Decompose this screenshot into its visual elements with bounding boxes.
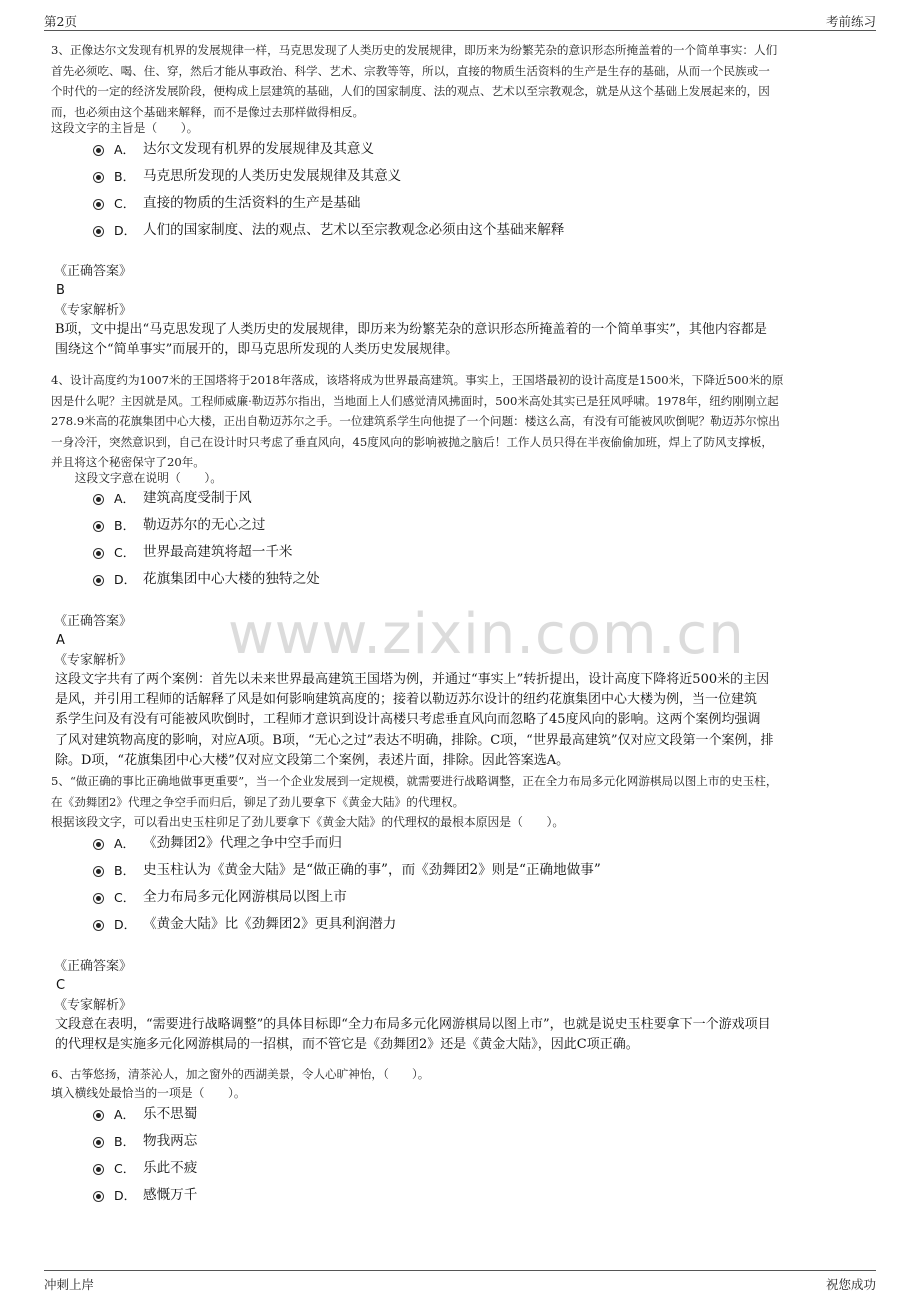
- question-text-line: 6、古筝悠扬，清茶沁人，加之窗外的西湖美景，令人心旷神怡，（ ）。: [51, 1067, 430, 1081]
- option-c[interactable]: C． 乐此不疲: [51, 1155, 869, 1182]
- analysis-line: 围绕这个“简单事实”而展开的，即马克思所发现的人类历史发展规律。: [55, 342, 459, 358]
- question-6: [51, 1064, 869, 1085]
- radio-icon[interactable]: [93, 521, 104, 532]
- question-prompt: 根据该段文字，可以看出史玉柱卯足了劲儿要拿下《黄金大陆》的代理权的最根本原因是（ ）。: [51, 815, 565, 829]
- answer-value: A: [56, 633, 65, 648]
- option-c[interactable]: C． 直接的物质的生活资料的生产是基础: [51, 190, 869, 217]
- radio-icon[interactable]: [93, 575, 104, 586]
- question-text-line: 278.9米高的花旗集团中心大楼，正出自勒迈苏尔之手。一位建筑系学生向他提了一个问题：楼这么高，有没有可能被风吹倒呢？勒迈苏尔惊出: [51, 414, 780, 428]
- question-text-line: 因是什么呢？主因就是风。工程师威廉·勒迈苏尔指出，当地面上人们感觉清风拂面时，500米高处其实已是狂风呼啸。1978年，纽约刚刚立起: [51, 393, 779, 408]
- analysis-line: 文段意在表明，“需要进行战略调整”的具体目标即“全力布局多元化网游棋局以图上市”，也就是说史玉柱要拿下一个游戏项目: [55, 1017, 771, 1032]
- question-5-answer: [51, 957, 869, 1055]
- answer-label: 《正确答案》: [54, 264, 133, 279]
- answer-label: 《正确答案》: [54, 614, 133, 629]
- option-d[interactable]: D． 花旗集团中心大楼的独特之处: [51, 566, 869, 593]
- page-number: 第2页: [44, 14, 77, 29]
- radio-icon[interactable]: [93, 866, 104, 877]
- option-a[interactable]: A． 乐不思蜀: [51, 1101, 869, 1128]
- question-text-line: 5、“做正确的事比正确地做事更重要”，当一个企业发展到一定规模，就需要进行战略调整，正在全力布局多元化网游棋局以图上市的史玉柱，: [51, 774, 778, 788]
- answer-label: 《正确答案》: [54, 959, 133, 974]
- question-3-prompt-block: [51, 119, 869, 137]
- question-3: [51, 40, 869, 122]
- question-text-line: 3、正像达尔文发现有机界的发展规律一样，马克思发现了人类历史的发展规律，即历来为纷繁芜杂的意识形态所掩盖着的一个简单事实：人们: [51, 43, 778, 57]
- radio-icon[interactable]: [93, 145, 104, 156]
- answer-value: C: [56, 978, 66, 993]
- radio-icon[interactable]: [93, 1110, 104, 1121]
- watermark: www.zixin.com.cn: [228, 602, 745, 667]
- answer-value: B: [56, 283, 65, 298]
- analysis-line: 是风，并引用工程师的话解释了风是如何影响建筑高度的；接着以勒迈苏尔设计的纽约花旗集团中心大楼为例，当一位建筑: [55, 692, 758, 708]
- question-text-line: 个时代的一定的经济发展阶段，便构成上层建筑的基础，人们的国家制度、法的观点、艺术以至宗教观念，就是从这个基础上发展起来的，因: [51, 84, 770, 98]
- analysis-label: 《专家解析》: [54, 998, 133, 1013]
- option-a[interactable]: A． 达尔文发现有机界的发展规律及其意义: [51, 136, 869, 163]
- radio-icon[interactable]: [93, 548, 104, 559]
- question-5-prompt-block: [51, 813, 869, 831]
- radio-icon[interactable]: [93, 199, 104, 210]
- option-a[interactable]: A． 《劲舞团2》代理之争中空手而归: [51, 830, 869, 857]
- radio-icon[interactable]: [93, 226, 104, 237]
- question-6-options: [51, 1101, 869, 1209]
- option-d[interactable]: D． 《黄金大陆》比《劲舞团2》更具利润潜力: [51, 911, 869, 938]
- radio-icon[interactable]: [93, 494, 104, 505]
- question-text-line: 并且将这个秘密保守了20年。: [51, 455, 205, 469]
- option-d[interactable]: D． 人们的国家制度、法的观点、艺术以至宗教观念必须由这个基础来解释: [51, 217, 869, 244]
- radio-icon[interactable]: [93, 839, 104, 850]
- analysis-line: 的代理权是实施多元化网游棋局的一招棋，而不管它是《劲舞团2》还是《黄金大陆》，因此C项正确。: [55, 1037, 639, 1053]
- page-footer: [44, 1270, 876, 1295]
- option-b[interactable]: B． 物我两忘: [51, 1128, 869, 1155]
- question-prompt: 这段文字意在说明（ ）。: [51, 471, 223, 485]
- radio-icon[interactable]: [93, 1137, 104, 1148]
- option-c[interactable]: C． 世界最高建筑将超一千米: [51, 539, 869, 566]
- question-text-line: 一身冷汗，突然意识到，自己在设计时只考虑了垂直风向，45度风向的影响被抛之脑后！工作人员只得在半夜偷偷加班，焊上了防风支撑板，: [51, 434, 773, 449]
- question-prompt: 填入横线处最恰当的一项是（ ）。: [51, 1086, 246, 1100]
- question-text-line: 4、设计高度约为1007米的王国塔将于2018年落成，该塔将成为世界最高建筑。事实上，王国塔最初的设计高度是1500米，下降近500米的原: [51, 373, 784, 387]
- analysis-line: B项，文中提出“马克思发现了人类历史的发展规律，即历来为纷繁芜杂的意识形态所掩盖着的一个简单事实”，其他内容都是: [55, 322, 767, 337]
- question-6-prompt-block: [51, 1084, 869, 1102]
- footer-left-text: 冲刺上岸: [44, 1277, 95, 1292]
- question-5-options: [51, 830, 869, 938]
- radio-icon[interactable]: [93, 1164, 104, 1175]
- radio-icon[interactable]: [93, 920, 104, 931]
- option-d[interactable]: D． 感慨万千: [51, 1182, 869, 1209]
- question-text-line: 而，也必须由这个基础来解释，而不是像过去那样做得相反。: [51, 104, 365, 119]
- analysis-label: 《专家解析》: [54, 303, 133, 318]
- analysis-line: 这段文字共有了两个案例：首先以未来世界最高建筑王国塔为例，并通过“事实上”转折提出，设计高度下降将近500米的主因: [55, 672, 770, 687]
- analysis-label: 《专家解析》: [54, 653, 133, 668]
- question-4-answer: [51, 612, 869, 771]
- question-4: [51, 370, 869, 473]
- question-5: [51, 771, 869, 812]
- option-b[interactable]: B． 勒迈苏尔的无心之过: [51, 512, 869, 539]
- question-3-answer: [51, 262, 869, 360]
- option-a[interactable]: A． 建筑高度受制于风: [51, 485, 869, 512]
- analysis-line: 除。D项，“花旗集团中心大楼”仅对应文段第二个案例，表述片面，排除。因此答案选A。: [55, 752, 570, 768]
- question-4-options: [51, 485, 869, 593]
- analysis-line: 系学生问及有没有可能被风吹倒时，工程师才意识到设计高楼只考虑垂直风向而忽略了45度风向的影响。这两个案例均强调: [55, 712, 761, 728]
- question-text-line: 在《劲舞团2》代理之争空手而归后，铆足了劲儿要拿下《黄金大陆》的代理权。: [51, 794, 465, 809]
- footer-right-text: 祝您成功: [825, 1277, 876, 1292]
- option-c[interactable]: C． 全力布局多元化网游棋局以图上市: [51, 884, 869, 911]
- question-3-options: [51, 136, 869, 244]
- option-b[interactable]: B． 马克思所发现的人类历史发展规律及其意义: [51, 163, 869, 190]
- page-header: [44, 10, 876, 31]
- header-title: 考前练习: [825, 14, 876, 29]
- option-b[interactable]: B． 史玉柱认为《黄金大陆》是“做正确的事”，而《劲舞团2》则是“正确地做事”: [51, 857, 869, 884]
- radio-icon[interactable]: [93, 1191, 104, 1202]
- radio-icon[interactable]: [93, 172, 104, 183]
- question-text-line: 首先必须吃、喝、住、穿，然后才能从事政治、科学、艺术、宗教等等，所以，直接的物质生活资料的生产是生存的基础，从而一个民族或一: [51, 63, 770, 78]
- radio-icon[interactable]: [93, 893, 104, 904]
- question-prompt: 这段文字的主旨是（ ）。: [51, 121, 199, 135]
- analysis-line: 了风对建筑物高度的影响，对应A项。B项，“无心之过”表达不明确，排除。C项，“世界最高建筑”仅对应文段第一个案例，排: [55, 732, 774, 748]
